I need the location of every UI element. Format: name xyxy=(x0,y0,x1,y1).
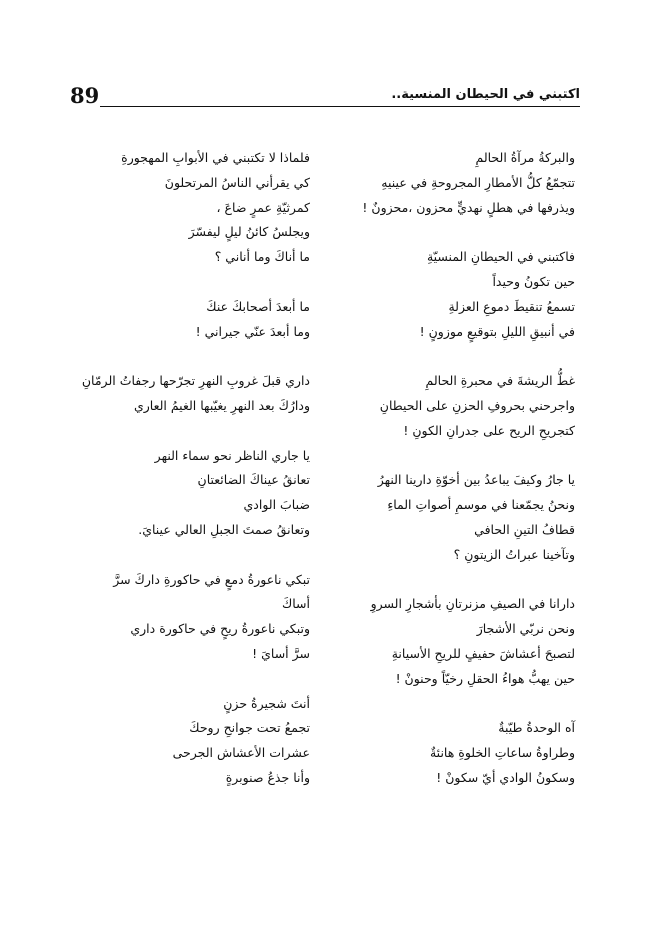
poem-line: وطراوةُ ساعاتِ الخلوةِ هانئةٌ xyxy=(429,745,575,761)
poem-line: تتجمّعُ كلُّ الأمطارِ المجروحةِ في عينيهِ xyxy=(381,174,575,190)
stanza-gap xyxy=(320,692,575,717)
poem-line: ما أبعدَ أصحابكَ عنكَ xyxy=(206,298,310,314)
poem-line: ويذرفها في هطلٍ نهديٍّ محزون ،محزونٌ ! xyxy=(362,199,575,215)
poem-line: غطُّ الريشةَ في محبرةِ الحالمِ xyxy=(425,373,575,389)
poem-stanza xyxy=(55,369,310,419)
poem-line: عشرات الأعشاش الجرحى xyxy=(172,745,310,761)
poem-stanza xyxy=(320,592,575,691)
poem-stanza xyxy=(55,295,310,345)
right-text-column xyxy=(320,146,575,791)
poem-line: قطافُ التينِ الحافي xyxy=(474,521,575,537)
poem-line: ما أناكَ وما أناني ؟ xyxy=(214,249,310,265)
stanza-gap xyxy=(55,419,310,444)
poem-line: وتبكي ناعورةُ ريحٍ في حاكورة داري xyxy=(130,621,310,637)
stanza-gap xyxy=(320,344,575,369)
poem-stanza xyxy=(320,369,575,443)
poem-line: داري قبلَ غروبِ النهرِ تجرّحها رجفاتُ الرمّانِ xyxy=(81,373,310,389)
poem-stanza xyxy=(55,146,310,270)
poem-line: في أنبيقِ الليلِ بتوقيعٍ موزونٍ ! xyxy=(419,323,575,339)
poem-line: تعانقُ عيناكَ الضائعتانِ xyxy=(197,472,310,488)
poem-line: حين تكونُ وحيداً xyxy=(492,273,575,289)
poem-stanza xyxy=(320,716,575,790)
poem-line: دارانا في الصيفِ مزنرتانِ بأشجارِ السروِ xyxy=(370,596,575,612)
header-rule xyxy=(100,106,580,107)
poem-line: كي يقرأني الناسُ المرتحلونَ xyxy=(164,174,310,190)
poem-stanza xyxy=(55,692,310,791)
poem-line: يا جاري الناظر نحو سماء النهر xyxy=(154,447,310,463)
poem-line: ودارُكَ بعد النهرِ يغيّبها الغيمُ العاري xyxy=(133,397,310,413)
poem-line: وما أبعدَ عنّي جيراني ! xyxy=(195,323,310,339)
stanza-gap xyxy=(55,344,310,369)
stanza-gap xyxy=(320,444,575,469)
poem-stanza xyxy=(320,245,575,344)
poem-line: والبركةُ مرآةُ الحالمِ xyxy=(475,150,575,165)
poem-line: ويجلسُ كائنُ ليلٍ ليفسّرَ xyxy=(188,224,310,240)
poem-line: يا جارُ وكيفَ يباعدُ بين أخوّةِ دارينا النهرُ xyxy=(377,472,575,488)
poem-stanza xyxy=(55,444,310,543)
poem-line: ضبابَ الوادي xyxy=(243,497,310,513)
poem-line: أساكَ xyxy=(281,596,310,612)
running-title: اكتبني في الحيطان المنسية.. xyxy=(391,87,580,102)
poem-line: كمرثيّةِ عمرٍ ضاعَ ، xyxy=(216,199,310,215)
stanza-gap xyxy=(55,543,310,568)
stanza-gap xyxy=(320,220,575,245)
poem-line: كتجريحِ الريح على جدرانِ الكونِ ! xyxy=(403,422,575,438)
poem-line: فاكتبني في الحيطانِ المنسيّةِ xyxy=(426,249,575,265)
poem-line: لتصبحَ أعشاشَ حفيفٍ للريحِ الأسيانةِ xyxy=(391,645,575,661)
poem-line: تبكي ناعورةُ دمعٍ في حاكورةِ داركَ سرَّ xyxy=(113,571,310,587)
poem-line: سرَّ أسايَ ! xyxy=(252,645,310,661)
poem-line: ونحنُ يجمّعنا في موسمِ أصواتِ الماءِ xyxy=(387,497,575,513)
poem-line: واجرحني بحروفِ الحزنِ على الحيطانِ xyxy=(379,397,575,413)
poem-line: ونحن نربّي الأشجارَ xyxy=(476,621,575,637)
poem-line: وتآخينا عبراتُ الزيتونِ ؟ xyxy=(453,546,575,562)
stanza-gap xyxy=(320,568,575,593)
poem-line: وتعانقُ صمتَ الجبلِ العالي عينايَ. xyxy=(138,521,310,537)
page-header xyxy=(70,84,580,110)
poem-line: وسكونُ الوادي أيّ سكونْ ! xyxy=(436,769,575,785)
poem-line: تسمعُ تنقيطَ دموعِ العزلةِ xyxy=(448,298,575,314)
poem-line: حين يهبُّ هواءُ الحقلِ رخيّاً وحنونْ ! xyxy=(395,670,575,686)
poem-line: أنتَ شجيرةُ حزنٍ xyxy=(223,695,310,711)
page-number: 89 xyxy=(70,83,100,108)
poem-line: تجمعُ تحت جوانحِ روحكَ xyxy=(189,720,310,736)
left-text-column xyxy=(55,146,310,791)
poem-line: فلماذا لا تكتبني في الأبوابِ المهجورةِ xyxy=(121,150,310,165)
stanza-gap xyxy=(55,667,310,692)
poem-stanza xyxy=(320,146,575,220)
poem-stanza xyxy=(55,568,310,667)
poem-line: وأنا جذعُ صنوبرةٍ xyxy=(225,769,310,785)
poem-line: آه الوحدةُ طيّبةٌ xyxy=(498,720,575,736)
stanza-gap xyxy=(55,270,310,295)
poem-stanza xyxy=(320,468,575,567)
